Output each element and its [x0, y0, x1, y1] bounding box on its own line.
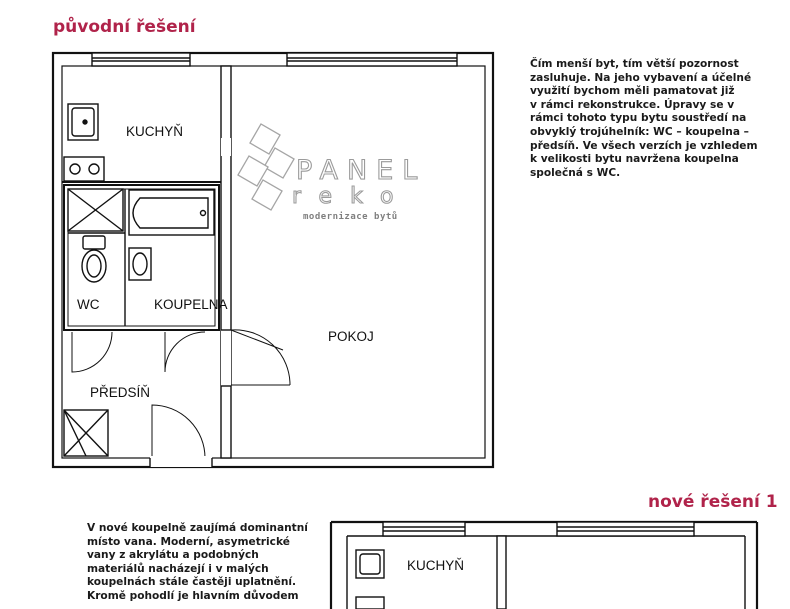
paragraph-line: materiálů nacházejí i v malých: [87, 562, 269, 575]
window-top-right-2: [557, 522, 694, 536]
paragraph-line: vany z akrylátu a podobných: [87, 549, 259, 562]
label-bathroom: KOUPELNA: [154, 297, 228, 312]
label-wc: WC: [77, 297, 100, 312]
paragraph-line: zasluhuje. Na jeho vybavení a účelné: [530, 71, 752, 84]
logo-word-panel: PANEL: [296, 155, 427, 186]
paragraph-line: koupelnách stále častěji uplatnění.: [87, 576, 297, 589]
door-bathroom: [165, 332, 205, 372]
heading-new-solution-1: nové řešení 1: [648, 492, 778, 512]
outer-wall: [53, 53, 493, 467]
label-room: POKOJ: [328, 329, 374, 344]
paragraph-line: předsíň. Ve všech verzích je vzhledem: [530, 139, 758, 152]
partition-wall: [221, 66, 231, 458]
paragraph-line: Čím menší byt, tím větší pozornost: [530, 58, 739, 70]
door-wc: [72, 332, 112, 372]
panel-reko-logo: [238, 124, 426, 222]
label-hall: PŘEDSÍŇ: [90, 385, 151, 400]
label-kitchen: KUCHYŇ: [126, 124, 184, 139]
logo-mark: [238, 124, 294, 210]
window-top-right: [287, 53, 457, 66]
heading-original-solution: původní řešení: [53, 17, 196, 37]
floor-plan-new-1: [331, 522, 757, 609]
paragraph-line: místo vana. Moderní, asymetrické: [87, 535, 290, 548]
paragraph-line: v rámci rekonstrukce. Úpravy se v: [530, 98, 735, 111]
paragraph-line: rámci tohoto typu bytu soustředí na: [530, 112, 747, 125]
label-kitchen-2: KUCHYŇ: [407, 558, 465, 573]
door-room: [231, 330, 290, 385]
toilet: [82, 236, 106, 282]
logo-tagline: modernizace bytů: [303, 212, 398, 222]
floor-plan-original: [53, 53, 493, 467]
logo-word-reko: reko: [292, 184, 412, 209]
window-top-left: [92, 53, 190, 66]
washbasin: [129, 248, 151, 280]
paragraph-line: Kromě pohodlí je hlavním důvodem: [87, 589, 299, 602]
paragraph-line: společná s WC.: [530, 166, 621, 179]
paragraph-line: obvyklý trojúhelník: WC – koupelna –: [530, 125, 749, 138]
paragraph-line: k velikosti bytu navržena koupelna: [530, 153, 739, 166]
entrance-door: [152, 405, 205, 458]
partition-wall-2: [497, 536, 506, 609]
paragraph-line: využití bychom měli pamatovat již: [530, 85, 735, 98]
window-top-left-2: [383, 522, 465, 536]
paragraph-line: V nové koupelně zaujímá dominantní: [87, 522, 308, 534]
